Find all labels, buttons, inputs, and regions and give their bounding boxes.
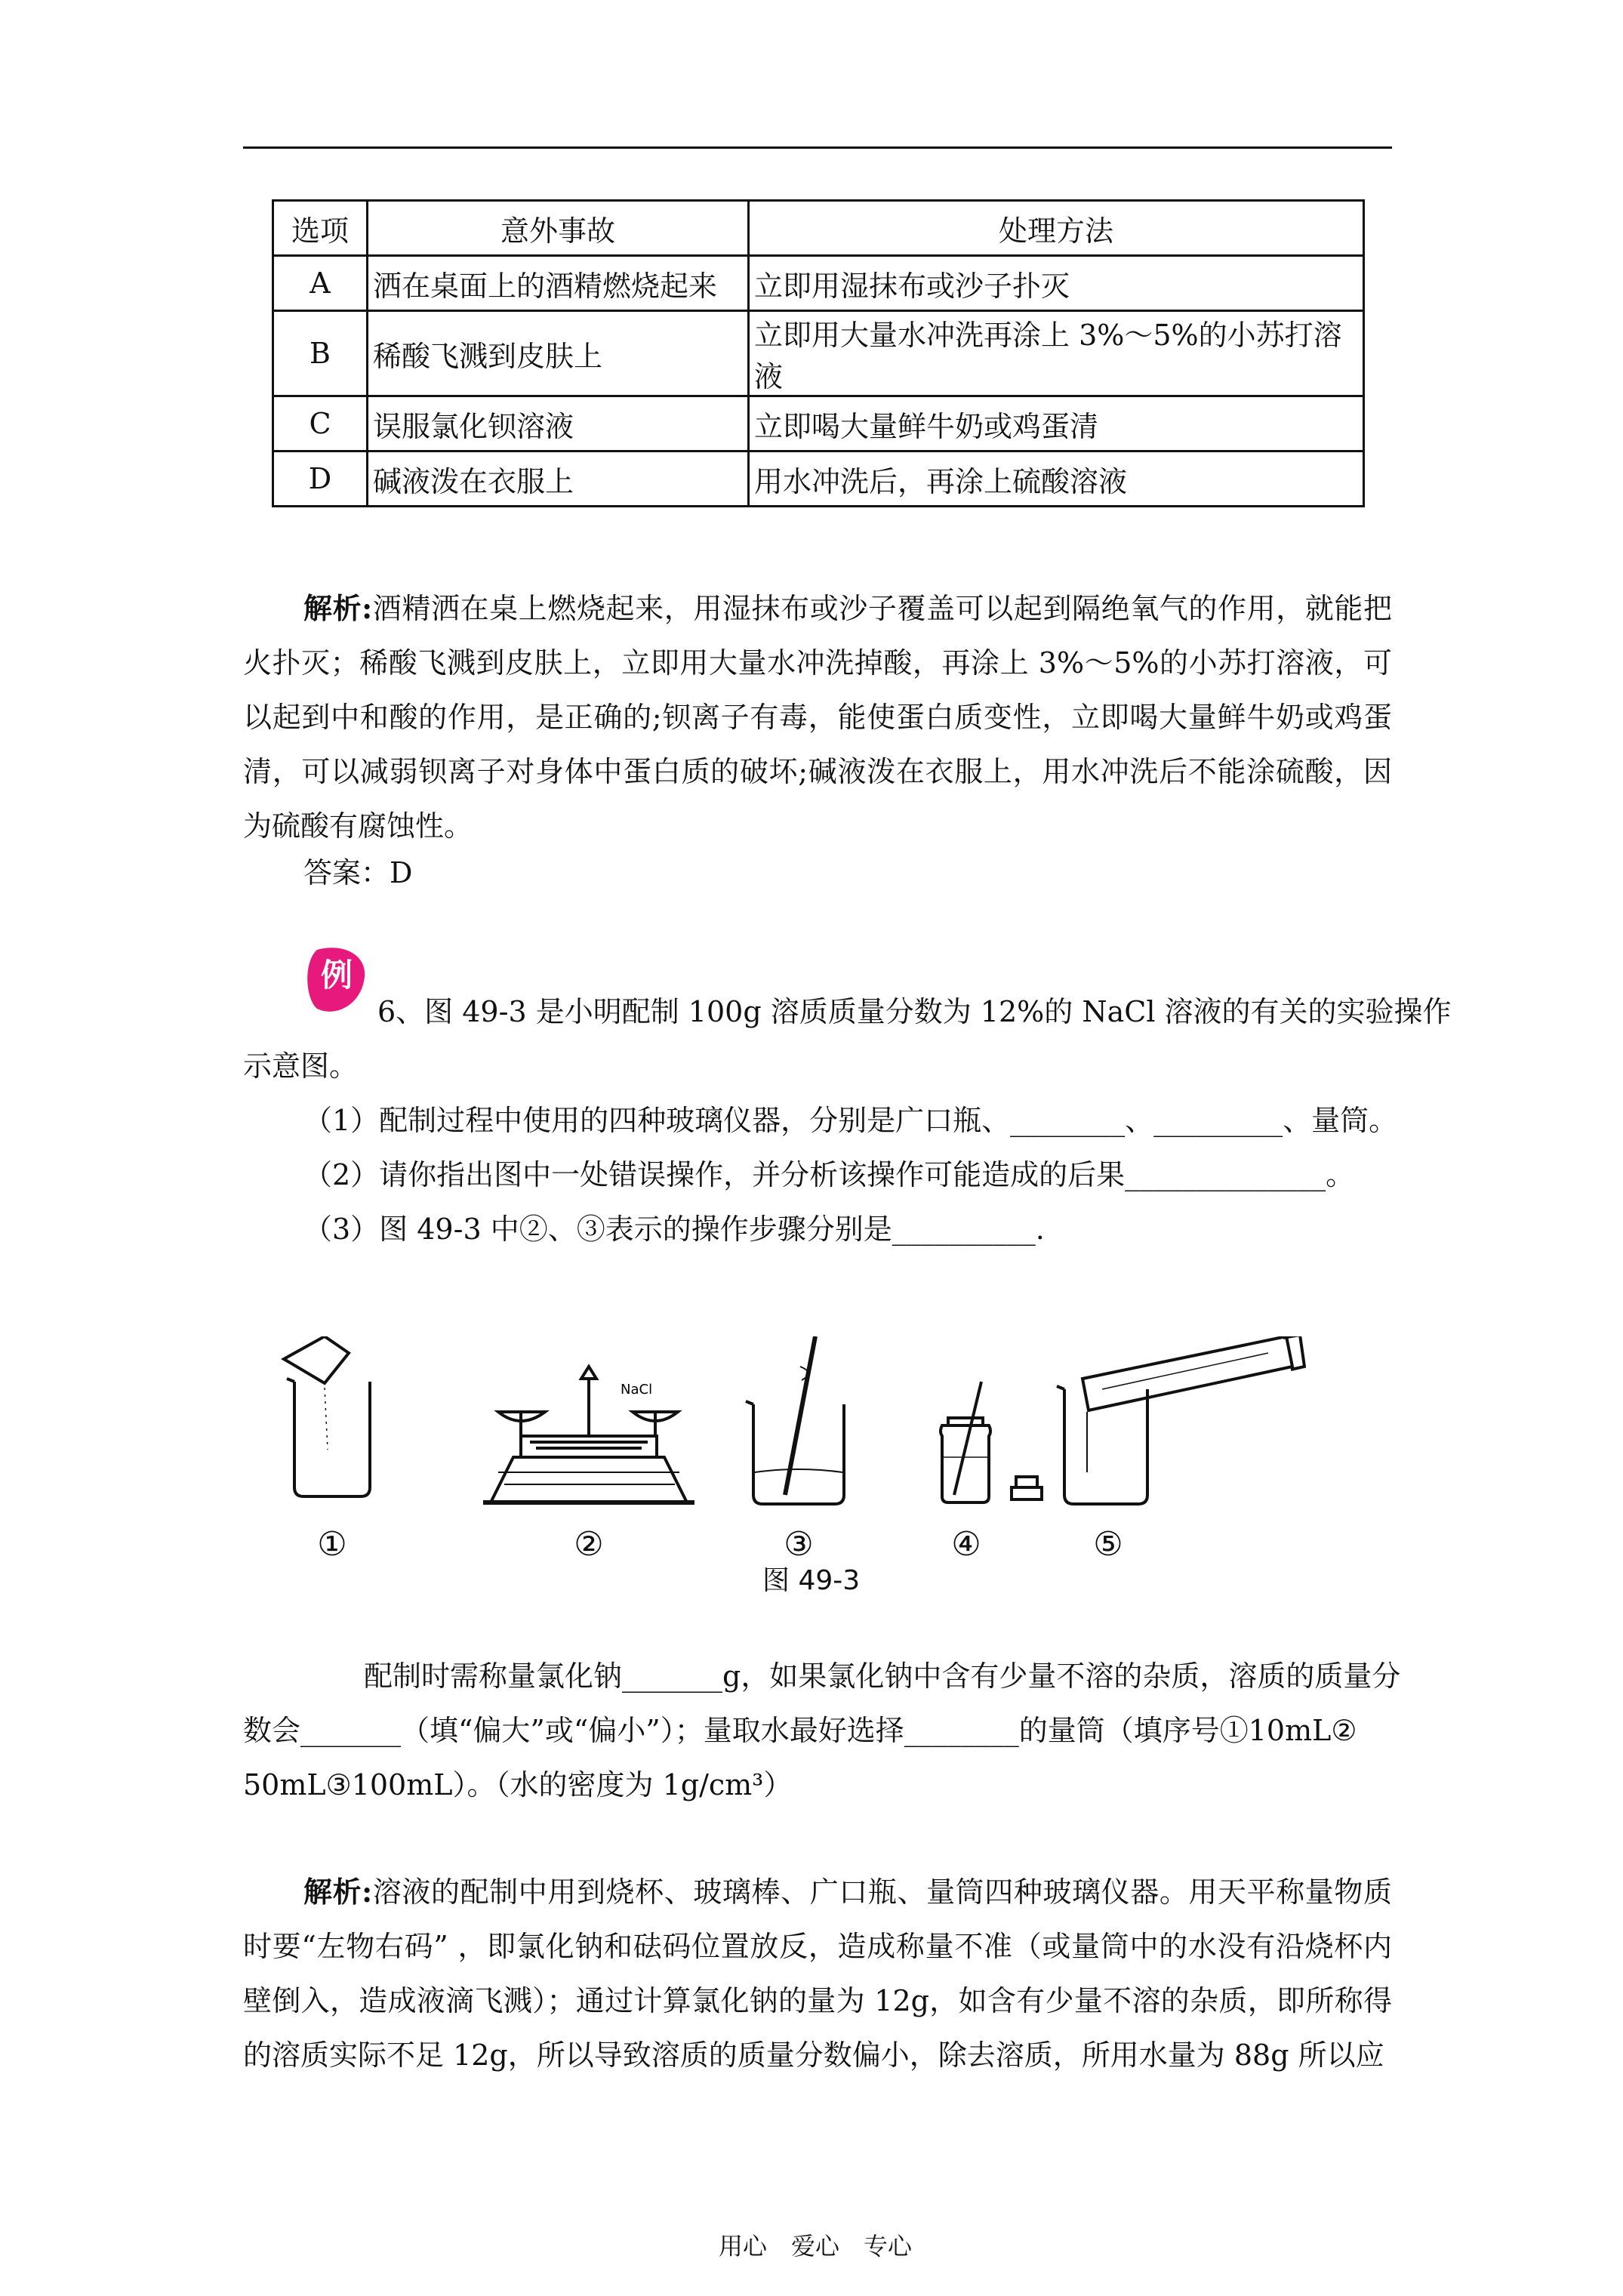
- figure-label-2: ②: [574, 1525, 604, 1563]
- header-accident: 意外事故: [368, 201, 749, 256]
- figure-label-1: ①: [317, 1525, 347, 1563]
- table-row: [273, 396, 1364, 451]
- table-row: [273, 311, 1364, 396]
- analysis-text: 酒精洒在桌上燃烧起来，用湿抹布或沙子覆盖可以起到隔绝氧气的作用，就能把火扑灭；稀酸飞溅到皮肤上，立即用大量水冲洗掉酸，再涂上 3%～5%的小苏打溶液，可以起到中和酸的作用，是正确的;钡离子有毒，能使蛋白质变性，立即喝大量鲜牛奶或鸡蛋清，可以减弱钡离子对身体中蛋白质的破坏;碱液泼在衣服上，用水冲洗后不能涂硫酸，因为硫酸有腐蚀性。: [243, 592, 1392, 843]
- extra-question-line-3: 50mL③100mL）。（水的密度为 1g/cm³）: [243, 1768, 793, 1801]
- extra-question-line-2: 数会_______（填“偏大”或“偏小”）；量取水最好选择________的量筒（填序号①10mL②: [243, 1714, 1357, 1747]
- row-option: B: [273, 311, 368, 396]
- analysis-label: 解析:: [303, 1875, 373, 1909]
- row-accident: 洒在桌面上的酒精燃烧起来: [368, 256, 749, 311]
- row-accident: 误服氯化钡溶液: [368, 396, 749, 451]
- analysis-paragraph-2: [243, 1865, 1392, 2082]
- row-accident: 碱液泼在衣服上: [368, 451, 749, 507]
- row-method: 立即用大量水冲洗再涂上 3%～5%的小苏打溶液: [749, 311, 1364, 396]
- answer-line: 答案：D: [303, 856, 413, 889]
- reagent-bottle-icon: [941, 1382, 1042, 1502]
- figure-label-4: ④: [951, 1525, 981, 1563]
- row-option: D: [273, 451, 368, 507]
- beaker-pour-icon: [284, 1336, 370, 1496]
- cylinder-pour-icon: [1057, 1336, 1304, 1504]
- table-header-row: [273, 201, 1364, 256]
- row-option: A: [273, 256, 368, 311]
- example-stem-line-1: 6、图 49-3 是小明配制 100g 溶质质量分数为 12%的 NaCl 溶液的有关的实验操作: [377, 995, 1452, 1028]
- row-accident: 稀酸飞溅到皮肤上: [368, 311, 749, 396]
- figure-label-3: ③: [784, 1525, 814, 1563]
- balance-icon: [483, 1367, 694, 1502]
- header-option: 选项: [273, 201, 368, 256]
- row-method: 用水冲洗后，再涂上硫酸溶液: [749, 451, 1364, 507]
- figure-caption: 图 49-3: [762, 1565, 861, 1596]
- badge-text: 例: [320, 957, 353, 994]
- analysis-paragraph-1: [243, 581, 1392, 853]
- accident-table: [272, 199, 1365, 507]
- example-badge-icon: [306, 945, 367, 1015]
- row-option: C: [273, 396, 368, 451]
- extra-question-line-1: 配制时需称量氯化钠_______g，如果氯化钠中含有少量不溶的杂质，溶质的质量分: [364, 1660, 1401, 1693]
- example-stem-line-2: 示意图。: [243, 1049, 359, 1083]
- table-row: [273, 256, 1364, 311]
- analysis-text: 溶液的配制中用到烧杯、玻璃棒、广口瓶、量筒四种玻璃仪器。用天平称量物质时要“左物右码” ，即氯化钠和砝码位置放反，造成称量不准（或量筒中的水没有沿烧杯内壁倒入，造成液滴飞溅）；通过计算氯化钠的量为 12g，如含有少量不溶的杂质，即所称得的溶质实际不足 12g，所以导致溶质的质量分数偏小，除去溶质，所用水量为 88g 所以应: [243, 1875, 1392, 2072]
- question-3: （3）图 49-3 中②、③表示的操作步骤分别是__________.: [303, 1213, 1045, 1246]
- header-rule: [243, 146, 1392, 149]
- analysis-label: 解析:: [303, 591, 373, 625]
- row-method: 立即用湿抹布或沙子扑灭: [749, 256, 1364, 311]
- header-method: 处理方法: [749, 201, 1364, 256]
- question-2: （2）请你指出图中一处错误操作，并分析该操作可能造成的后果______________。: [303, 1158, 1355, 1191]
- question-1: （1）配制过程中使用的四种玻璃仪器，分别是广口瓶、________、_________、量筒。: [303, 1104, 1398, 1137]
- row-method: 立即喝大量鲜牛奶或鸡蛋清: [749, 396, 1364, 451]
- page-footer: 用心 爱心 专心: [719, 2232, 913, 2261]
- figure-label-5: ⑤: [1093, 1525, 1123, 1563]
- lab-operations-figure: [264, 1336, 1381, 1563]
- table-row: [273, 451, 1364, 507]
- nacl-label: NaCl: [621, 1382, 653, 1398]
- beaker-stir-icon: [746, 1336, 844, 1504]
